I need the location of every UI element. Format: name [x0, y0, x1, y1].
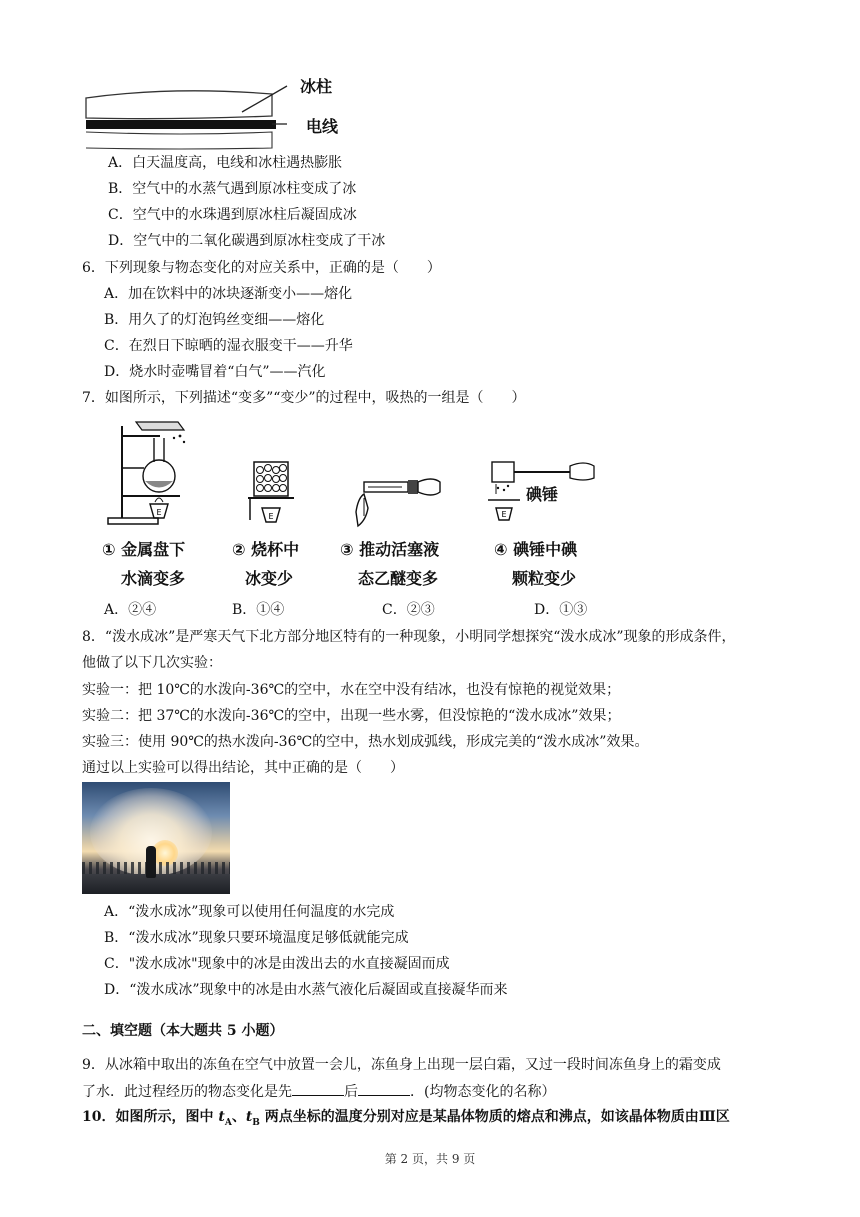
q5-option-d: D．空气中的二氧化碳遇到原冰柱变成了干冰 [108, 233, 386, 249]
q8-experiment-2: 实验二：把 37℃的水泼向-36℃的空中，出现一些水雾，但没惊艳的“泼水成冰”效果； [82, 708, 621, 724]
q6-option-a: A．加在饮料中的冰块逐渐变小——熔化 [104, 286, 353, 302]
iodine-hammer-label: 碘锤 [526, 485, 559, 504]
svg-text:E: E [268, 512, 274, 521]
q9-text-c: ．(均物态变化的名称） [410, 1084, 556, 1100]
q10-sep: 、 [231, 1109, 246, 1125]
q7-option-b: B．①④ [232, 602, 285, 618]
q8-stem-line1: 8．“泼水成冰”是严寒天气下北方部分地区特有的一种现象，小明同学想探究“泼水成冰”现象的形成条件， [82, 629, 736, 645]
photo-person [146, 846, 156, 878]
q7-stem: 7．如图所示，下列描述“变多”“变少”的过程中，吸热的一组是（ ） [82, 390, 526, 406]
q7-option-a: A．②④ [104, 602, 157, 618]
q7-option-d: D．①③ [534, 602, 588, 618]
q7-caption-2-line2: 冰变少 [245, 569, 294, 588]
ice-column-label: 冰柱 [300, 77, 333, 96]
pointer-line-ice [242, 86, 287, 112]
q7-caption-3-line2: 态乙醚变多 [358, 569, 439, 588]
ice-column-outline [86, 91, 272, 119]
q10-t-b: t [245, 1109, 253, 1125]
q8-stem-line2: 他做了以下几次实验： [82, 655, 222, 671]
q10-prefix: 10．如图所示，图中 [82, 1109, 219, 1125]
q9-blank-1[interactable] [292, 1081, 344, 1096]
q9-line1: 9．从冰箱中取出的冻鱼在空气中放置一会儿，冻鱼身上出现一层白霜，又过一段时间冻鱼身上的霜变成 [82, 1057, 721, 1073]
q8-option-b: B．“泼水成冰”现象只要环境温度足够低就能完成 [104, 930, 409, 946]
q7-caption-4-line2: 颗粒变少 [512, 569, 577, 588]
q9-text-a: 了水．此过程经历的物态变化是先 [82, 1084, 292, 1100]
q8-conclusion: 通过以上实验可以得出结论，其中正确的是（ ） [82, 760, 404, 776]
q7-caption-3-line1: ③ 推动活塞液 [340, 540, 440, 559]
ice-column-outline-lower [86, 132, 272, 149]
q8-option-a: A．“泼水成冰”现象可以使用任何温度的水完成 [104, 904, 395, 920]
q8-experiment-3: 实验三：使用 90℃的热水泼向-36℃的空中，热水划成弧线，形成完美的“泼水成冰”效果。 [82, 734, 649, 750]
svg-text:E: E [501, 510, 507, 519]
q9-line2 [82, 1081, 555, 1102]
q9-text-b: 后 [344, 1084, 358, 1100]
q6-stem: 6．下列现象与物态变化的对应关系中，正确的是（ ） [82, 260, 441, 276]
wire-label: 电线 [306, 117, 339, 136]
q10-t-a: t [218, 1109, 225, 1125]
q7-figure-2-beaker-ice [240, 448, 300, 532]
splash-water-photo [82, 782, 230, 894]
photo-ground [82, 874, 230, 894]
q5-option-b: B．空气中的水蒸气遇到原冰柱变成了冰 [108, 181, 357, 197]
q5-option-a: A．白天温度高，电线和冰柱遇热膨胀 [108, 155, 343, 171]
q6-option-d: D．烧水时壶嘴冒着“白气”——汽化 [104, 364, 326, 380]
q7-caption-1-line2: 水滴变多 [121, 569, 186, 588]
q10-sub-a: A [224, 1117, 232, 1128]
q7-option-c: C．②③ [382, 602, 435, 618]
page-footer: 第 2 页，共 9 页 [384, 1152, 476, 1166]
wire [86, 120, 276, 129]
q6-option-b: B．用久了的灯泡钨丝变细——熔化 [104, 312, 325, 328]
q8-option-c: C．"泼水成冰"现象中的冰是由泼出去的水直接凝固而成 [104, 956, 450, 972]
q10-sub-b: B [252, 1117, 260, 1128]
q6-option-c: C．在烈日下晾晒的湿衣服变干——升华 [104, 338, 353, 354]
q10-line1 [82, 1107, 730, 1133]
q8-option-d: D．“泼水成冰”现象中的冰是由水蒸气液化后凝固或直接凝华而来 [104, 982, 508, 998]
q10-rest: 两点坐标的温度分别对应是某晶体物质的熔点和沸点，如该晶体物质由Ⅲ区 [259, 1109, 730, 1125]
q7-caption-1-line1: ① 金属盘下 [102, 540, 186, 559]
svg-text:E: E [156, 508, 162, 517]
q7-caption-4-line1: ④ 碘锤中碘 [494, 540, 578, 559]
q7-figure-3-syringe [346, 468, 446, 534]
q7-caption-2-line1: ② 烧杯中 [232, 540, 300, 559]
q9-blank-2[interactable] [358, 1081, 410, 1096]
q8-experiment-1: 实验一：把 10℃的水泼向-36℃的空中，水在空中没有结冰，也没有惊艳的视觉效果； [82, 682, 621, 698]
section-2-heading: 二、填空题（本大题共 5 小题） [82, 1023, 284, 1039]
q5-option-c: C．空气中的水珠遇到原冰柱后凝固成冰 [108, 207, 357, 223]
q7-figure-1-flask-apparatus [100, 418, 205, 530]
